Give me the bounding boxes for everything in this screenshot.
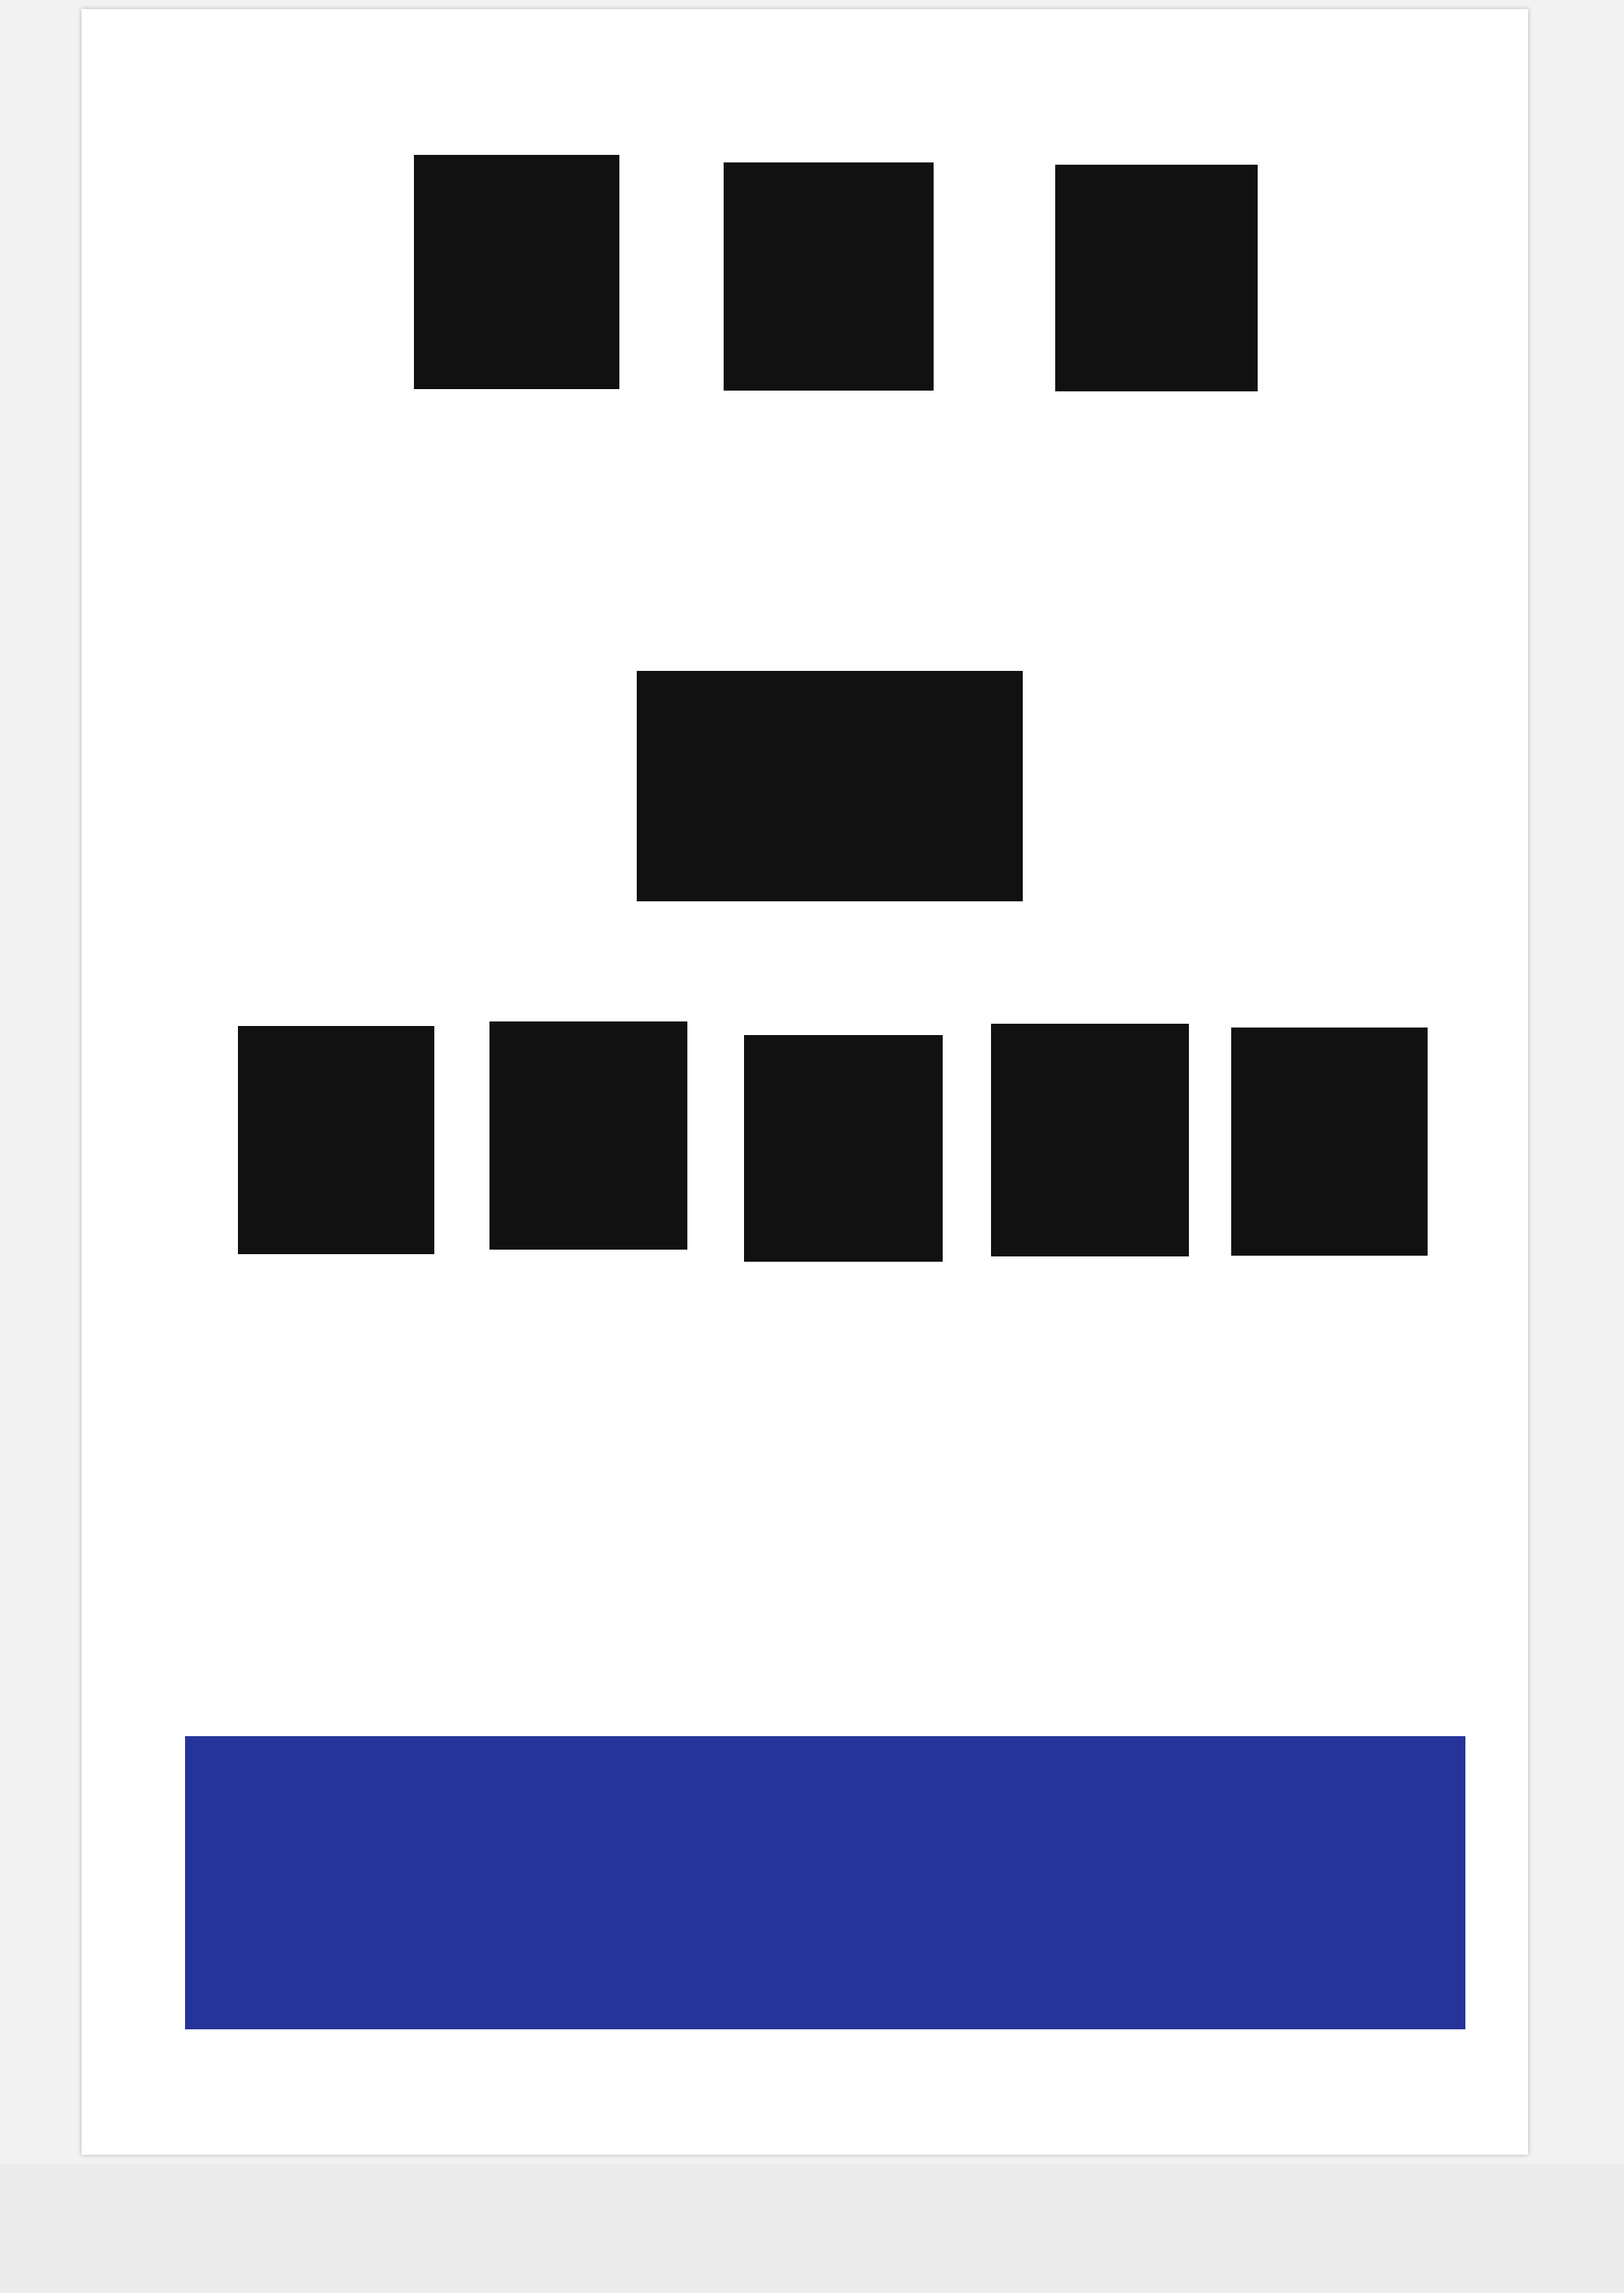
stamp-image bbox=[414, 155, 619, 389]
stamp-image bbox=[828, 671, 1023, 901]
page-bottom-band bbox=[0, 2165, 1624, 2293]
stamp-image bbox=[744, 1035, 943, 1262]
stamp-image bbox=[1055, 165, 1258, 391]
stamp-image bbox=[724, 162, 934, 391]
stamp-image bbox=[238, 1026, 434, 1254]
stamp-image bbox=[637, 671, 835, 901]
stamp-image bbox=[1231, 1028, 1428, 1256]
stamp-image bbox=[489, 1021, 687, 1250]
stamp-image bbox=[991, 1024, 1189, 1256]
exchange-rates-box bbox=[185, 1736, 1465, 2029]
